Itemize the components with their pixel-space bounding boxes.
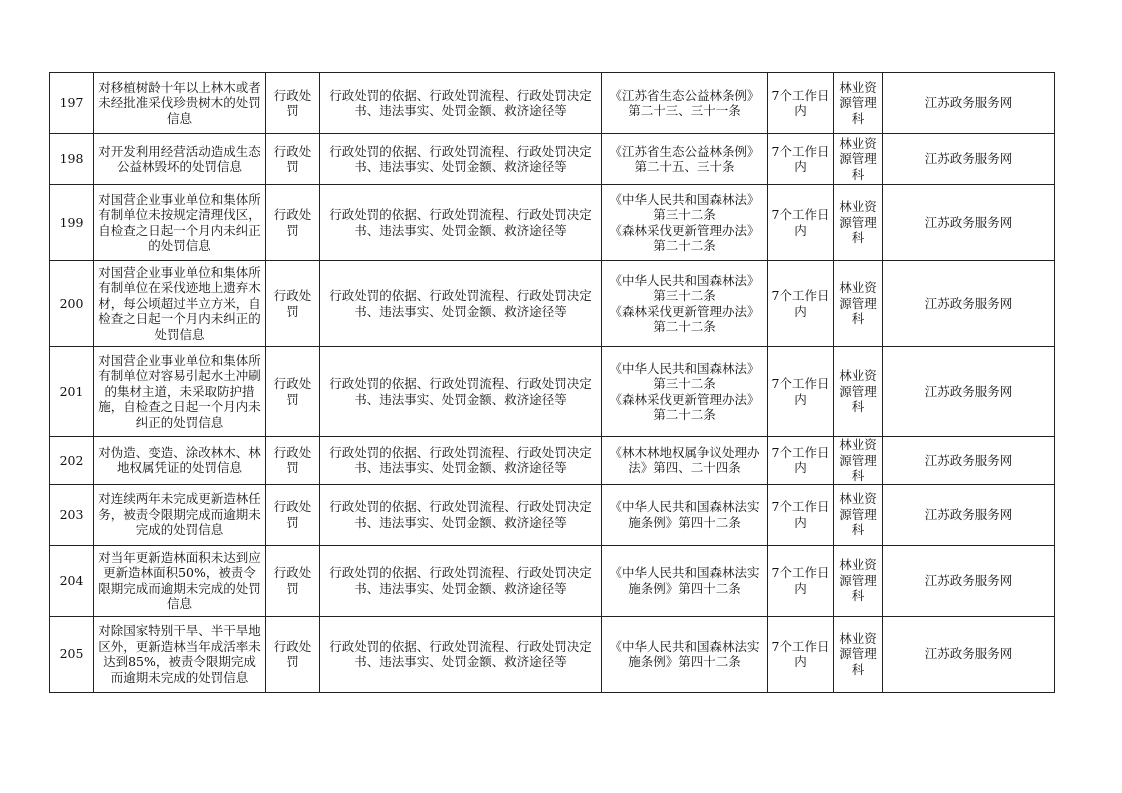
legal-basis-line: 第三十二条 [653,376,716,391]
row-number: 198 [50,134,94,185]
table-row [50,185,1055,261]
disclosure-content: 行政处罚的依据、行政处罚流程、行政处罚决定书、违法事实、处罚金额、救济途径等 [320,73,602,134]
disclosure-content: 行政处罚的依据、行政处罚流程、行政处罚决定书、违法事实、处罚金额、救济途径等 [320,185,602,261]
disclosure-content: 行政处罚的依据、行政处罚流程、行政处罚决定书、违法事实、处罚金额、救济途径等 [320,484,602,545]
row-number: 202 [50,437,94,485]
legal-basis-line: 第二十五、三十条 [634,159,735,174]
disclosure-item: 对除国家特别干旱、半干旱地区外，更新造林当年成活率未达到85%，被责令限期完成而逾期未完成的处罚信息 [94,616,266,692]
row-number: 201 [50,347,94,437]
responsible-department: 林业资源管理科 [834,545,883,616]
table-row [50,134,1055,185]
row-number: 203 [50,484,94,545]
legal-basis-line: 《中华人民共和国森林法》 [609,272,760,288]
disclosure-time-limit: 7个工作日内 [768,185,834,261]
disclosure-content: 行政处罚的依据、行政处罚流程、行政处罚决定书、违法事实、处罚金额、救济途径等 [320,616,602,692]
disclosure-content: 行政处罚的依据、行政处罚流程、行政处罚决定书、违法事实、处罚金额、救济途径等 [320,134,602,185]
disclosure-time-limit: 7个工作日内 [768,545,834,616]
disclosure-content: 行政处罚的依据、行政处罚流程、行政处罚决定书、违法事实、处罚金额、救济途径等 [320,545,602,616]
table-row [50,616,1055,692]
legal-basis [602,616,768,692]
disclosure-time-limit: 7个工作日内 [768,73,834,134]
legal-basis-line: 《中华人民共和国森林法》 [609,360,760,376]
responsible-department: 林业资源管理科 [834,73,883,134]
responsible-department: 林业资源管理科 [834,437,883,485]
row-number: 200 [50,261,94,347]
disclosure-channel: 江苏政务服务网 [883,185,1055,261]
disclosure-channel: 江苏政务服务网 [883,484,1055,545]
legal-basis-line: 《森林采伐更新管理办法》 [609,391,760,407]
disclosure-channel: 江苏政务服务网 [883,437,1055,485]
disclosure-item: 对国营企业事业单位和集体所有制单位未按规定清理伐区，自检查之日起一个月内未纠正的处罚信息 [94,185,266,261]
legal-basis-line: 第二十二条 [653,319,716,334]
responsible-department: 林业资源管理科 [834,185,883,261]
table-row [50,347,1055,437]
legal-basis-line: 《林木林地权属争议处理办法》第四、二十四条 [609,444,760,476]
disclosure-content: 行政处罚的依据、行政处罚流程、行政处罚决定书、违法事实、处罚金额、救济途径等 [320,347,602,437]
disclosure-item: 对连续两年未完成更新造林任务，被责令限期完成而逾期未完成的处罚信息 [94,484,266,545]
item-category: 行政处罚 [266,347,320,437]
legal-basis-line: 第三十二条 [653,288,716,303]
row-number: 199 [50,185,94,261]
legal-basis-line: 《江苏省生态公益林条例》 [609,87,760,103]
disclosure-item: 对开发利用经营活动造成生态公益林毁坏的处罚信息 [94,134,266,185]
table-row [50,545,1055,616]
disclosure-content: 行政处罚的依据、行政处罚流程、行政处罚决定书、违法事实、处罚金额、救济途径等 [320,261,602,347]
row-number: 197 [50,73,94,134]
item-category: 行政处罚 [266,616,320,692]
disclosure-channel: 江苏政务服务网 [883,134,1055,185]
disclosure-time-limit: 7个工作日内 [768,261,834,347]
legal-basis-line: 第三十二条 [653,207,716,222]
responsible-department: 林业资源管理科 [834,484,883,545]
legal-basis [602,545,768,616]
responsible-department: 林业资源管理科 [834,347,883,437]
disclosure-item: 对当年更新造林面积未达到应更新造林面积50%，被责令限期完成而逾期未完成的处罚信息 [94,545,266,616]
table-body [50,73,1055,693]
item-category: 行政处罚 [266,134,320,185]
responsible-department: 林业资源管理科 [834,134,883,185]
disclosure-content: 行政处罚的依据、行政处罚流程、行政处罚决定书、违法事实、处罚金额、救济途径等 [320,437,602,485]
legal-basis [602,484,768,545]
disclosure-channel: 江苏政务服务网 [883,616,1055,692]
legal-basis-line: 第二十二条 [653,407,716,422]
disclosure-channel: 江苏政务服务网 [883,545,1055,616]
legal-basis [602,185,768,261]
item-category: 行政处罚 [266,484,320,545]
legal-basis-line: 第二十三、三十一条 [628,103,741,118]
table-row [50,73,1055,134]
legal-basis-line: 第二十二条 [653,238,716,253]
disclosure-time-limit: 7个工作日内 [768,484,834,545]
disclosure-time-limit: 7个工作日内 [768,616,834,692]
legal-basis-line: 《中华人民共和国森林法实施条例》第四十二条 [609,638,760,669]
legal-basis [602,73,768,134]
row-number: 204 [50,545,94,616]
disclosure-item: 对国营企业事业单位和集体所有制单位在采伐迹地上遗弃木材，每公顷超过半立方米，自检查之日起一个月内未纠正的处罚信息 [94,261,266,347]
responsible-department: 林业资源管理科 [834,616,883,692]
legal-basis-line: 《江苏省生态公益林条例》 [609,143,760,159]
item-category: 行政处罚 [266,73,320,134]
item-category: 行政处罚 [266,437,320,485]
table-row [50,484,1055,545]
disclosure-time-limit: 7个工作日内 [768,437,834,485]
disclosure-channel: 江苏政务服务网 [883,261,1055,347]
disclosure-channel: 江苏政务服务网 [883,347,1055,437]
legal-basis-line: 《中华人民共和国森林法》 [609,191,760,207]
disclosure-table [49,72,1055,693]
item-category: 行政处罚 [266,545,320,616]
legal-basis [602,134,768,185]
item-category: 行政处罚 [266,261,320,347]
disclosure-time-limit: 7个工作日内 [768,134,834,185]
legal-basis-line: 《森林采伐更新管理办法》 [609,222,760,238]
disclosure-item: 对伪造、变造、涂改林木、林地权属凭证的处罚信息 [94,437,266,485]
disclosure-item: 对移植树龄十年以上林木或者未经批准采伐珍贵树木的处罚信息 [94,73,266,134]
table-row [50,437,1055,485]
item-category: 行政处罚 [266,185,320,261]
disclosure-channel: 江苏政务服务网 [883,73,1055,134]
legal-basis [602,261,768,347]
table-row [50,261,1055,347]
legal-basis-line: 《森林采伐更新管理办法》 [609,303,760,319]
disclosure-item: 对国营企业事业单位和集体所有制单位对容易引起水土冲刷的集材主道，未采取防护措施，自检查之日起一个月内未纠正的处罚信息 [94,347,266,437]
legal-basis [602,347,768,437]
legal-basis-line: 《中华人民共和国森林法实施条例》第四十二条 [609,499,760,530]
legal-basis [602,437,768,485]
responsible-department: 林业资源管理科 [834,261,883,347]
row-number: 205 [50,616,94,692]
legal-basis-line: 《中华人民共和国森林法实施条例》第四十二条 [609,565,760,596]
disclosure-time-limit: 7个工作日内 [768,347,834,437]
